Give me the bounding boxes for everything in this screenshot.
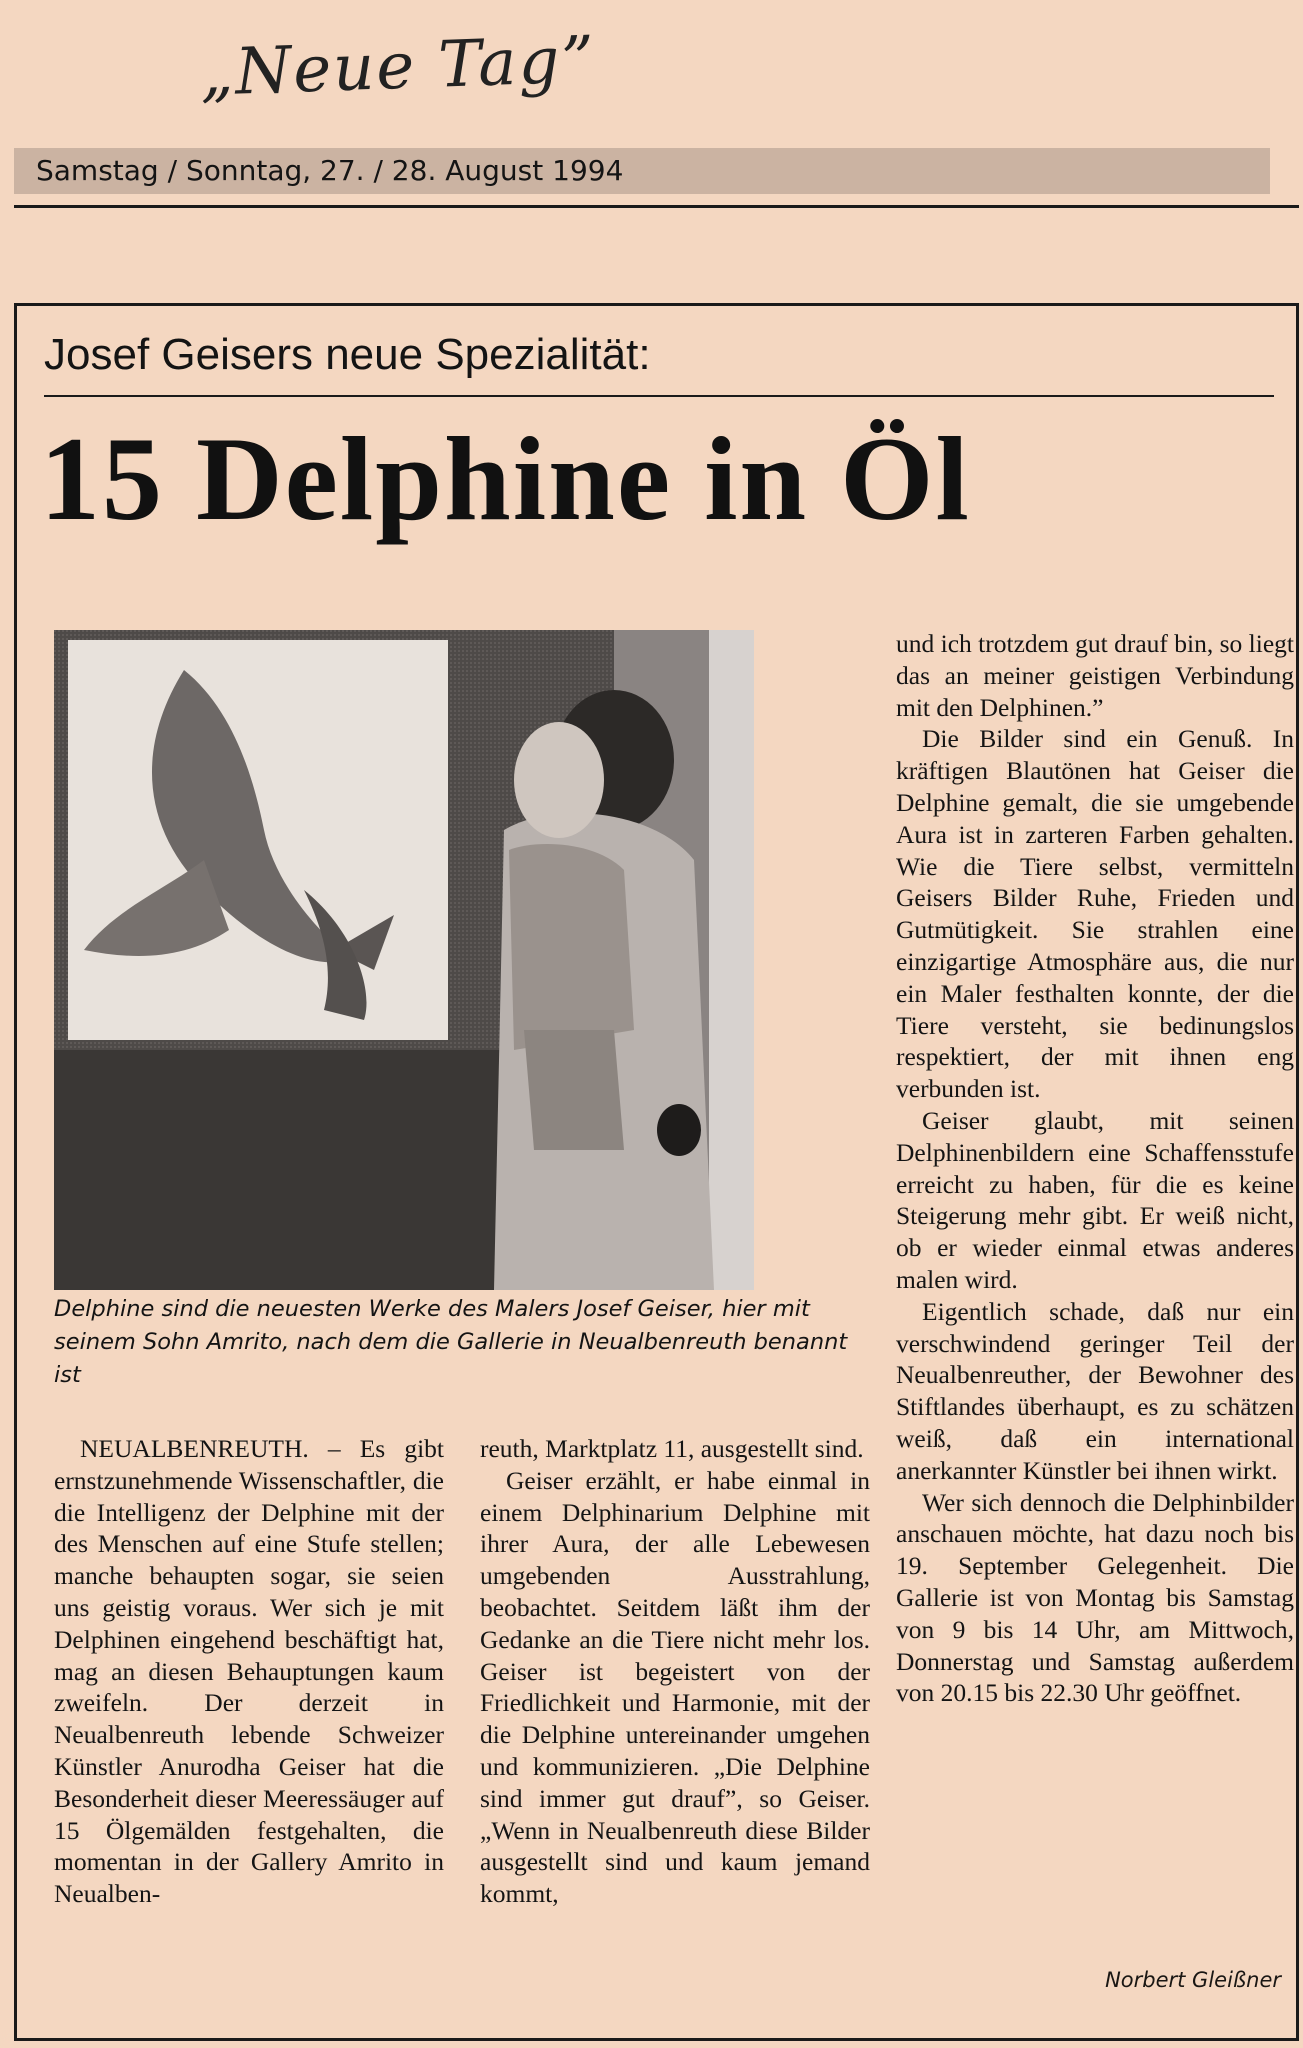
byline: Norbert Gleißner [1105, 1968, 1281, 1992]
paragraph: Eigentlich schade, daß nur ein verschwindend geringer Teil der Neualbenreuther, der Bewohner des Stiftlandes überhaupt, es zu schätzen weiß, daß ein international anerkannter Künstler bei ihnen wirkt. [896, 1296, 1294, 1485]
article-column-2 [480, 1433, 870, 1910]
paragraph: Geiser erzählt, er habe einmal in einem Delphinarium Delphine mit ihrer Aura, der alle Lebewesen umgebenden Ausstrahlung, beobachtet. Seitdem läßt ihm der Gedanke an die Tiere nicht mehr los. Geiser ist begeistert von der Friedlichkeit und Harmonie, mit der die Delphine untereinander umgehen und kommunizieren. „Die Delphine sind immer gut drauf”, so Geiser. „Wenn in Neualbenreuth diese Bilder ausgestellt sind und kaum jemand kommt, [480, 1465, 870, 1909]
article-column-1 [54, 1433, 444, 1910]
paragraph: reuth, Marktplatz 11, ausgestellt sind. [480, 1434, 864, 1463]
dateline: Samstag / Sonntag, 27. / 28. August 1994 [14, 148, 1270, 194]
paragraph: NEUALBENREUTH. – Es gibt ernstzunehmende Wissenschaftler, die die Intelligenz der Delphine mit der des Menschen auf eine Stufe stellen; manche behaupten sogar, sie seien uns geistig voraus. Wer sich je mit Delphinen eingehend beschäftigt hat, mag an diesen Behauptungen kaum zweifeln. Der derzeit in Neualbenreuth lebende Schweizer Künstler Anurodha Geiser hat die Besonderheit dieser Meeressäuger auf 15 Ölgemälden festgehalten, die momentan in der Gallery Amrito in Neualben- [54, 1434, 444, 1909]
photo-caption: Delphine sind die neuesten Werke des Malers Josef Geiser, hier mit seinem Sohn Amrito, nach dem die Gallerie in Neualbenreuth benannt ist [54, 1296, 848, 1388]
article-column-3 [896, 628, 1294, 1709]
paragraph: Die Bilder sind ein Genuß. In kräftigen Blautönen hat Geiser die Delphine gemalt, die sie umgebende Aura ist in zarteren Farben gehalten. Wie die Tiere selbst, vermitteln Geisers Bilder Ruhe, Frieden und Gutmütigkeit. Sie strahlen eine einzigartige Atmosphäre aus, die nur ein Maler festhalten konnte, der die Tiere versteht, sie bedinungslos respektiert, der mit ihnen eng verbunden ist. [896, 724, 1294, 1104]
paragraph: Geiser glaubt, mit seinen Delphinenbildern eine Schaffensstufe erreicht zu haben, für die es keine Steigerung mehr gibt. Er weiß nicht, ob er wieder einmal etwas anderes malen wird. [896, 1105, 1294, 1294]
kicker-rule [44, 395, 1274, 397]
handwritten-note: „Neue Tag” [198, 23, 598, 111]
paragraph: Wer sich dennoch die Delphinbilder anschauen möchte, hat dazu noch bis 19. September Gelegenheit. Die Gallerie ist von Montag bis Samstag von 9 bis 14 Uhr, am Mittwoch, Donnerstag und Samstag außerdem von 20.15 bis 22.30 Uhr geöffnet. [896, 1487, 1294, 1708]
article-photo [54, 630, 754, 1290]
dolphin-painting [68, 640, 448, 1040]
photo-illustration [54, 630, 754, 1290]
article-headline: 15 Delphine in Öl [40, 412, 971, 545]
top-rule [14, 205, 1299, 208]
paragraph: und ich trotzdem gut drauf bin, so liegt das an meiner geistigen Verbindung mit den Delphinen.” [896, 629, 1295, 722]
article-kicker: Josef Geisers neue Spezialität: [44, 330, 651, 379]
